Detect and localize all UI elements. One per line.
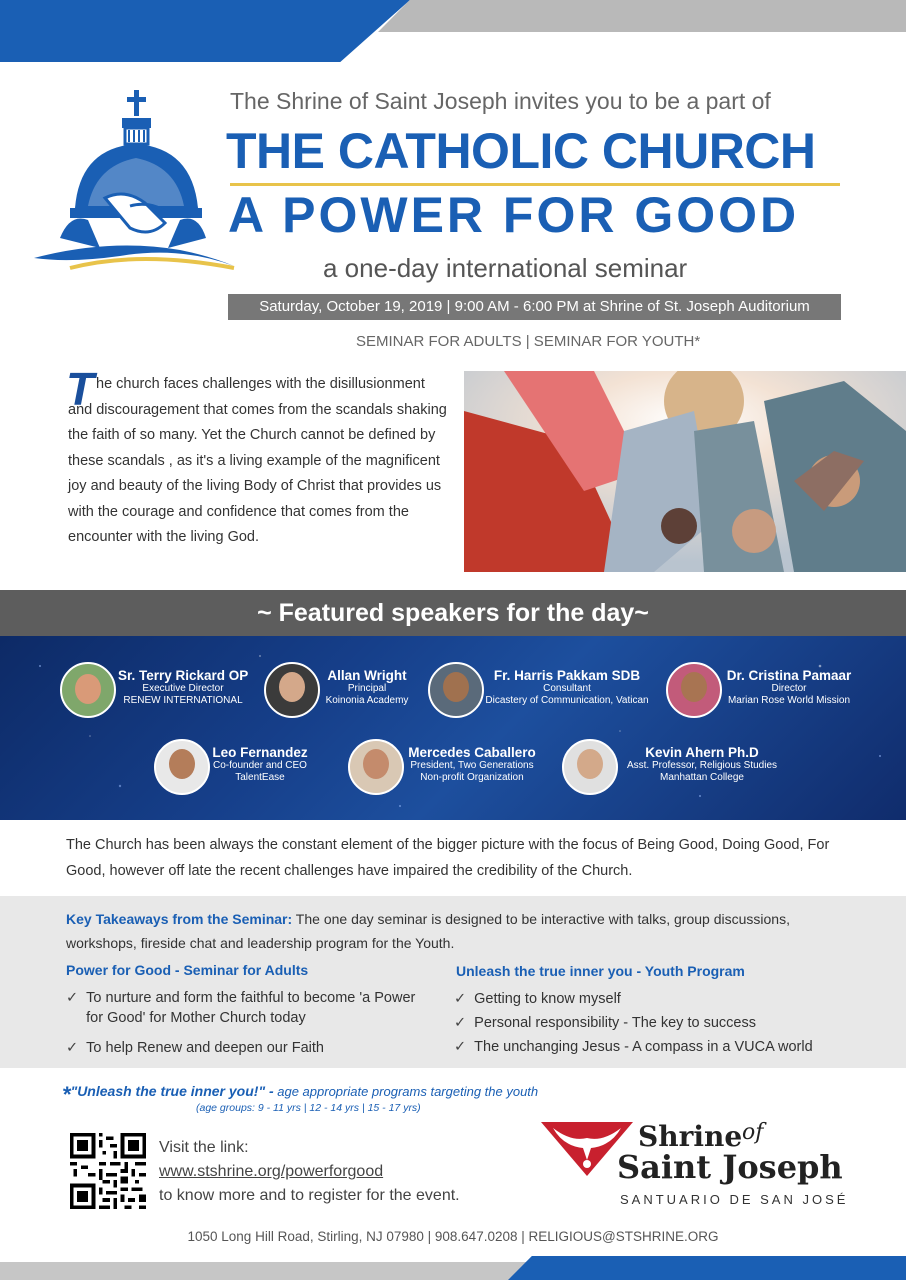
youth-item-text: Getting to know myself bbox=[474, 991, 621, 1007]
visit-label: Visit the link: bbox=[159, 1139, 249, 1156]
youth-item-text: The unchanging Jesus - A compass in a VUCA world bbox=[474, 1039, 813, 1055]
youth-item-text: Personal responsibility - The key to success bbox=[474, 1015, 756, 1031]
top-blue-stripe bbox=[0, 0, 410, 62]
speaker-org: Non-profit Organization bbox=[420, 772, 524, 783]
speaker-card bbox=[264, 662, 424, 718]
shrine-logo-name: Saint Joseph bbox=[617, 1148, 843, 1186]
title-line-2: A POWER FOR GOOD bbox=[228, 187, 800, 243]
speaker-name: Fr. Harris Pakkam SDB bbox=[493, 668, 641, 683]
speaker-name: Sr. Terry Rickard OP bbox=[118, 668, 249, 683]
speaker-photo bbox=[428, 662, 484, 718]
speaker-org: Dicastery of Communication, Vatican bbox=[485, 695, 649, 706]
speakers-panel bbox=[0, 636, 906, 820]
check-icon: ✓ bbox=[66, 1040, 79, 1056]
check-icon: ✓ bbox=[454, 1039, 467, 1055]
speaker-role: Consultant bbox=[543, 683, 591, 694]
subtitle: a one-day international seminar bbox=[323, 253, 688, 283]
adults-item-text: To nurture and form the faithful to become 'a Power for Good' for Mother Church today bbox=[86, 990, 416, 1026]
shrine-logo-spanish: SANTUARIO DE SAN JOSÉ bbox=[620, 1192, 849, 1207]
program-list: SEMINAR FOR ADULTS | SEMINAR FOR YOUTH* bbox=[356, 333, 701, 350]
speaker-role: Director bbox=[771, 683, 807, 694]
youth-item bbox=[454, 1037, 874, 1057]
speaker-role: Principal bbox=[347, 683, 387, 694]
drop-cap: T bbox=[66, 363, 95, 415]
speaker-role: Asst. Professor, Religious Studies bbox=[626, 760, 778, 771]
speaker-photo bbox=[666, 662, 722, 718]
speaker-card bbox=[666, 662, 856, 718]
bottom-grey-stripe bbox=[0, 1262, 540, 1280]
youth-note-title: "Unleash the true inner you!" - bbox=[70, 1083, 274, 1099]
speaker-card bbox=[348, 739, 538, 795]
takeaways-label: Key Takeaways from the Seminar: bbox=[66, 911, 293, 927]
date-bar: Saturday, October 19, 2019 | 9:00 AM - 6:00 PM at Shrine of St. Joseph Auditorium bbox=[228, 294, 841, 320]
shrine-logo-word: Shrine bbox=[638, 1120, 743, 1153]
check-icon: ✓ bbox=[66, 990, 79, 1006]
youth-item bbox=[454, 989, 874, 1009]
speaker-card bbox=[60, 662, 250, 718]
adults-program-heading: Power for Good - Seminar for Adults bbox=[66, 962, 309, 978]
speaker-name: Leo Fernandez bbox=[212, 745, 308, 760]
speaker-card bbox=[428, 662, 653, 718]
speaker-name: Allan Wright bbox=[327, 668, 407, 683]
speaker-photo bbox=[154, 739, 210, 795]
visit-note: to know more and to register for the event. bbox=[159, 1187, 460, 1204]
asterisk: * bbox=[62, 1082, 71, 1107]
check-icon: ✓ bbox=[454, 991, 467, 1007]
speaker-role: President, Two Generations bbox=[410, 760, 534, 771]
speaker-role: Co-founder and CEO bbox=[213, 760, 307, 771]
church-paragraph: The Church has been always the constant element of the bigger picture with the focus of Being Good, Doing Good, For Good, however off late the recent challenges have impaired the credibility of the Church. bbox=[66, 837, 830, 879]
youth-program-heading: Unleash the true inner you - Youth Program bbox=[456, 963, 745, 979]
youth-globe-photo bbox=[464, 371, 906, 572]
speaker-photo bbox=[60, 662, 116, 718]
intro-text: he church faces challenges with the disillusionment and discouragement that comes from the scandals shaking the faith of so many. Yet the Church cannot be defined by these scandals , as it's a living example of the magnificent joy and beauty of the living Body of Christ that provides us with the courage and confidence that comes from the encounter with the living God. bbox=[68, 376, 447, 545]
speaker-name: Dr. Cristina Pamaar bbox=[726, 668, 852, 683]
speaker-photo bbox=[264, 662, 320, 718]
takeaways-text: The one day seminar is designed to be interactive with talks, group discussions, workshops, fireside chat and leadership program for the Youth. bbox=[66, 911, 790, 951]
youth-note-desc: age appropriate programs targeting the youth bbox=[273, 1084, 539, 1099]
shrine-logo-of: of bbox=[742, 1120, 764, 1145]
speaker-card bbox=[154, 739, 314, 795]
intro-paragraph bbox=[66, 363, 453, 551]
speakers-heading: ~ Featured speakers for the day~ bbox=[0, 590, 906, 636]
speaker-org: TalentEase bbox=[235, 772, 285, 783]
speaker-name: Mercedes Caballero bbox=[408, 745, 536, 760]
invite-line: The Shrine of Saint Joseph invites you to be a part of bbox=[230, 88, 771, 114]
speaker-card bbox=[562, 739, 782, 795]
age-groups: (age groups: 9 - 11 yrs | 12 - 14 yrs | 15 - 17 yrs) bbox=[196, 1102, 421, 1114]
speaker-role: Executive Director bbox=[142, 683, 224, 694]
speaker-org: RENEW INTERNATIONAL bbox=[123, 695, 243, 706]
speaker-photo bbox=[348, 739, 404, 795]
qr-code[interactable] bbox=[70, 1133, 146, 1209]
adults-item-text: To help Renew and deepen our Faith bbox=[86, 1040, 324, 1056]
adults-item bbox=[66, 988, 416, 1028]
speaker-org: Marian Rose World Mission bbox=[727, 695, 851, 706]
speaker-org: Manhattan College bbox=[660, 772, 744, 783]
dome-logo bbox=[30, 88, 235, 273]
adults-item bbox=[66, 1038, 416, 1058]
contact-footer: 1050 Long Hill Road, Stirling, NJ 07980 | 908.647.0208 | RELIGIOUS@STSHRINE.ORG bbox=[187, 1229, 719, 1244]
speaker-photo bbox=[562, 739, 618, 795]
top-grey-stripe bbox=[378, 0, 906, 32]
youth-item bbox=[454, 1013, 874, 1033]
bottom-blue-stripe bbox=[508, 1256, 906, 1280]
register-link[interactable]: www.stshrine.org/powerforgood bbox=[159, 1163, 384, 1180]
check-icon: ✓ bbox=[454, 1015, 467, 1031]
visit-block bbox=[159, 1136, 460, 1208]
speaker-org: Koinonia Academy bbox=[325, 695, 409, 706]
speaker-name: Kevin Ahern Ph.D bbox=[645, 745, 759, 760]
takeaways-intro bbox=[66, 907, 856, 955]
title-line-1: THE CATHOLIC CHURCH bbox=[226, 123, 816, 179]
